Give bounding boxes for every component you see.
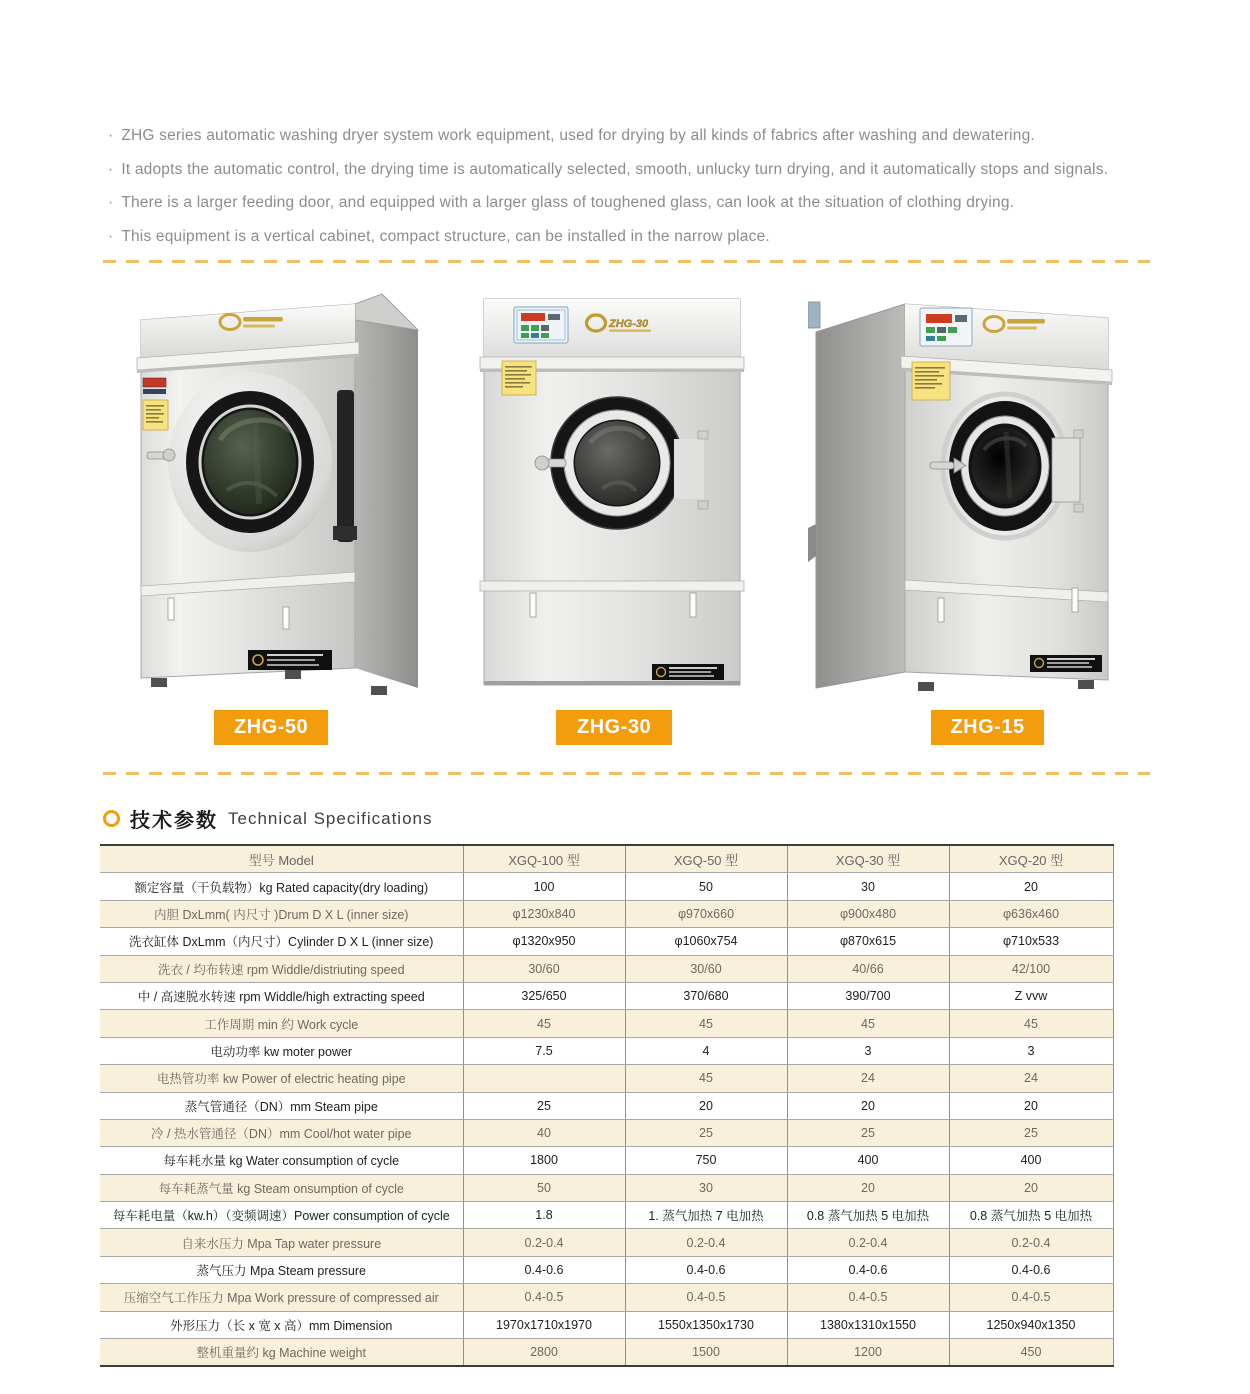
spec-value: 0.4-0.5 bbox=[949, 1284, 1113, 1311]
spec-value: 100 bbox=[463, 873, 625, 900]
spec-value: 750 bbox=[625, 1147, 787, 1174]
spec-value: 45 bbox=[625, 1010, 787, 1037]
spec-table-container bbox=[100, 844, 1113, 1367]
section-title-zh: 技术参数 bbox=[130, 810, 218, 832]
spec-value: 40/66 bbox=[787, 955, 949, 982]
spec-value: 25 bbox=[625, 1119, 787, 1146]
spec-value: 20 bbox=[787, 1092, 949, 1119]
table-row bbox=[100, 1037, 1113, 1064]
spec-value: 24 bbox=[787, 1065, 949, 1092]
product-photo-zhg-50 bbox=[135, 290, 420, 702]
table-row bbox=[100, 1147, 1113, 1174]
table-row bbox=[100, 928, 1113, 955]
spec-value: φ1320x950 bbox=[463, 928, 625, 955]
door-window bbox=[168, 372, 332, 552]
spec-value: 20 bbox=[787, 1174, 949, 1201]
table-row bbox=[100, 1119, 1113, 1146]
intro-bullet: · ZHG series automatic washing dryer system work equipment, used for drying by all kinds of fabrics after washing and dewatering. bbox=[108, 119, 1168, 153]
spec-label: 整机重量约 kg Machine weight bbox=[100, 1339, 463, 1367]
spec-value: 1800 bbox=[463, 1147, 625, 1174]
spec-value: 20 bbox=[949, 1092, 1113, 1119]
spec-value: 0.4-0.6 bbox=[787, 1256, 949, 1283]
spec-value: φ870x615 bbox=[787, 928, 949, 955]
spec-table-header-row bbox=[100, 845, 1113, 873]
spec-value: 0.4-0.5 bbox=[625, 1284, 787, 1311]
intro-bullets bbox=[108, 119, 1168, 253]
washer-dryer-illustration bbox=[135, 290, 420, 702]
control-panel bbox=[514, 307, 568, 343]
spec-value: 45 bbox=[625, 1065, 787, 1092]
nameplate bbox=[1030, 655, 1102, 672]
table-row bbox=[100, 1202, 1113, 1229]
kick-panel-slot bbox=[283, 607, 289, 629]
spec-value: φ636x460 bbox=[949, 900, 1113, 927]
table-row bbox=[100, 1256, 1113, 1283]
spec-label: 每车耗水量 kg Water consumption of cycle bbox=[100, 1147, 463, 1174]
digital-display bbox=[926, 314, 952, 323]
kick-panel-slot bbox=[1072, 588, 1078, 612]
table-row bbox=[100, 1174, 1113, 1201]
spec-label: 电动功率 kw moter power bbox=[100, 1037, 463, 1064]
spec-value: 24 bbox=[949, 1065, 1113, 1092]
table-row bbox=[100, 982, 1113, 1009]
spec-value: 40 bbox=[463, 1119, 625, 1146]
table-row bbox=[100, 1010, 1113, 1037]
spec-value: 0.4-0.5 bbox=[463, 1284, 625, 1311]
dashed-divider-bottom bbox=[103, 772, 1150, 775]
spec-value: 450 bbox=[949, 1339, 1113, 1367]
spec-value: 370/680 bbox=[625, 982, 787, 1009]
intro-bullet: · This equipment is a vertical cabinet, compact structure, can be installed in the narrow place. bbox=[108, 220, 1168, 254]
washer-dryer-illustration bbox=[478, 293, 746, 691]
spec-value: 0.8 蒸气加热 5 电加热 bbox=[949, 1202, 1113, 1229]
spec-label: 洗衣 / 均布转速 rpm Widdle/distriuting speed bbox=[100, 955, 463, 982]
spec-sticker bbox=[502, 361, 536, 395]
kick-panel-slot bbox=[690, 593, 696, 617]
spec-value: 1380x1310x1550 bbox=[787, 1311, 949, 1338]
feet bbox=[918, 680, 1094, 691]
spec-label: 额定容量（干负载物）kg Rated capacity(dry loading) bbox=[100, 873, 463, 900]
spec-value: 400 bbox=[949, 1147, 1113, 1174]
spec-value: 20 bbox=[949, 1174, 1113, 1201]
product-photo-zhg-30 bbox=[478, 293, 746, 691]
spec-table-body bbox=[100, 873, 1113, 1367]
spec-sticker bbox=[143, 400, 168, 430]
model-badge-zhg-15: ZHG-15 bbox=[931, 710, 1044, 745]
kick-panel-slot bbox=[530, 593, 536, 617]
spec-label: 洗衣缸体 DxLmm（内尺寸）Cylinder D X L (inner size) bbox=[100, 928, 463, 955]
spec-value: 1.8 bbox=[463, 1202, 625, 1229]
spec-value: 45 bbox=[787, 1010, 949, 1037]
digital-display bbox=[521, 313, 545, 321]
table-row bbox=[100, 1065, 1113, 1092]
spec-value: 25 bbox=[787, 1119, 949, 1146]
dashed-divider-top bbox=[103, 260, 1150, 263]
kick-panel-slot bbox=[938, 598, 944, 622]
spec-value: 3 bbox=[787, 1037, 949, 1064]
col-header-value: XGQ-30 型 bbox=[787, 845, 949, 873]
spec-value bbox=[463, 1065, 625, 1092]
spec-value: φ1230x840 bbox=[463, 900, 625, 927]
spec-value: 1550x1350x1730 bbox=[625, 1311, 787, 1338]
nameplate bbox=[652, 664, 724, 680]
spec-value: 0.4-0.6 bbox=[463, 1256, 625, 1283]
col-header-model: 型号 Model bbox=[100, 845, 463, 873]
spec-value: 0.2-0.4 bbox=[949, 1229, 1113, 1256]
spec-value: 1. 蒸气加热 7 电加热 bbox=[625, 1202, 787, 1229]
spec-value: 45 bbox=[949, 1010, 1113, 1037]
control-panel bbox=[920, 308, 972, 346]
door-window bbox=[551, 397, 683, 529]
spec-value: φ900x480 bbox=[787, 900, 949, 927]
spec-value: 1250x940x1350 bbox=[949, 1311, 1113, 1338]
spec-value: 0.2-0.4 bbox=[787, 1229, 949, 1256]
intro-bullet: · It adopts the automatic control, the drying time is automatically selected, smooth, unlucky turn drying, and it automatically stops and signals. bbox=[108, 153, 1168, 187]
spec-value: φ970x660 bbox=[625, 900, 787, 927]
table-row bbox=[100, 873, 1113, 900]
spec-label: 每车耗蒸气量 kg Steam onsumption of cycle bbox=[100, 1174, 463, 1201]
table-row bbox=[100, 1339, 1113, 1367]
spec-value: 0.4-0.6 bbox=[625, 1256, 787, 1283]
spec-value: φ710x533 bbox=[949, 928, 1113, 955]
kick-panel-slot bbox=[168, 598, 174, 620]
door-hinge bbox=[1052, 430, 1083, 512]
spec-value: 0.4-0.6 bbox=[949, 1256, 1113, 1283]
washer-dryer-illustration bbox=[808, 292, 1118, 704]
spec-value: φ1060x754 bbox=[625, 928, 787, 955]
table-row bbox=[100, 900, 1113, 927]
table-row bbox=[100, 1311, 1113, 1338]
spec-value: 390/700 bbox=[787, 982, 949, 1009]
spec-label: 自来水压力 Mpa Tap water pressure bbox=[100, 1229, 463, 1256]
product-photo-zhg-15 bbox=[808, 292, 1118, 704]
col-header-value: XGQ-20 型 bbox=[949, 845, 1113, 873]
spec-label: 每车耗电量（kw.h）（变频调速）Power consumption of cycle bbox=[100, 1202, 463, 1229]
spec-label: 外形压力（长 x 宽 x 高）mm Dimension bbox=[100, 1311, 463, 1338]
spec-value: 7.5 bbox=[463, 1037, 625, 1064]
spec-value: 30/60 bbox=[463, 955, 625, 982]
spec-value: 30/60 bbox=[625, 955, 787, 982]
spec-label: 冷 / 热水管通径（DN）mm Cool/hot water pipe bbox=[100, 1119, 463, 1146]
table-row bbox=[100, 1229, 1113, 1256]
col-header-value: XGQ-50 型 bbox=[625, 845, 787, 873]
spec-value: 50 bbox=[625, 873, 787, 900]
intro-bullet: · There is a larger feeding door, and equipped with a larger glass of toughened glass, can look at the situation of clothing drying. bbox=[108, 186, 1168, 220]
col-header-value: XGQ-100 型 bbox=[463, 845, 625, 873]
nameplate bbox=[248, 650, 332, 670]
spec-value: 20 bbox=[949, 873, 1113, 900]
spec-label: 蒸气管通径（DN）mm Steam pipe bbox=[100, 1092, 463, 1119]
spec-value: 2800 bbox=[463, 1339, 625, 1367]
spec-label: 中 / 高速脱水转速 rpm Widdle/high extracting speed bbox=[100, 982, 463, 1009]
spec-label: 压缩空气工作压力 Mpa Work pressure of compressed air bbox=[100, 1284, 463, 1311]
spec-value: 400 bbox=[787, 1147, 949, 1174]
spec-value: 50 bbox=[463, 1174, 625, 1201]
section-title-en: Technical Specifications bbox=[228, 808, 433, 828]
orange-ring-icon bbox=[103, 810, 120, 827]
spec-value: 20 bbox=[625, 1092, 787, 1119]
spec-label: 工作周期 min 约 Work cycle bbox=[100, 1010, 463, 1037]
spec-value: 0.2-0.4 bbox=[463, 1229, 625, 1256]
spec-value: 30 bbox=[625, 1174, 787, 1201]
spec-value: 25 bbox=[949, 1119, 1113, 1146]
spec-value: 1500 bbox=[625, 1339, 787, 1367]
spec-value: 1970x1710x1970 bbox=[463, 1311, 625, 1338]
brand-logo-text: ZHG-30 bbox=[609, 318, 649, 330]
spec-label: 电热管功率 kw Power of electric heating pipe bbox=[100, 1065, 463, 1092]
spec-value: 325/650 bbox=[463, 982, 625, 1009]
section-header bbox=[103, 804, 432, 833]
spec-value: 4 bbox=[625, 1037, 787, 1064]
display-panel bbox=[143, 378, 166, 394]
spec-value: 0.2-0.4 bbox=[625, 1229, 787, 1256]
spec-label: 蒸气压力 Mpa Steam pressure bbox=[100, 1256, 463, 1283]
spec-value: 3 bbox=[949, 1037, 1113, 1064]
spec-value: 0.4-0.5 bbox=[787, 1284, 949, 1311]
spec-value: 1200 bbox=[787, 1339, 949, 1367]
spec-value: Z vvw bbox=[949, 982, 1113, 1009]
spec-sticker bbox=[912, 362, 950, 400]
spec-value: 30 bbox=[787, 873, 949, 900]
spec-value: 42/100 bbox=[949, 955, 1113, 982]
model-badge-zhg-30: ZHG-30 bbox=[556, 710, 672, 745]
door-hinge bbox=[674, 431, 708, 509]
table-row bbox=[100, 955, 1113, 982]
spec-value: 0.8 蒸气加热 5 电加热 bbox=[787, 1202, 949, 1229]
model-badge-zhg-50: ZHG-50 bbox=[214, 710, 328, 745]
spec-table bbox=[100, 844, 1114, 1367]
spec-value: 45 bbox=[463, 1010, 625, 1037]
table-row bbox=[100, 1284, 1113, 1311]
spec-label: 内胆 DxLmm( 内尺寸 )Drum D X L (inner size) bbox=[100, 900, 463, 927]
spec-value: 25 bbox=[463, 1092, 625, 1119]
table-row bbox=[100, 1092, 1113, 1119]
